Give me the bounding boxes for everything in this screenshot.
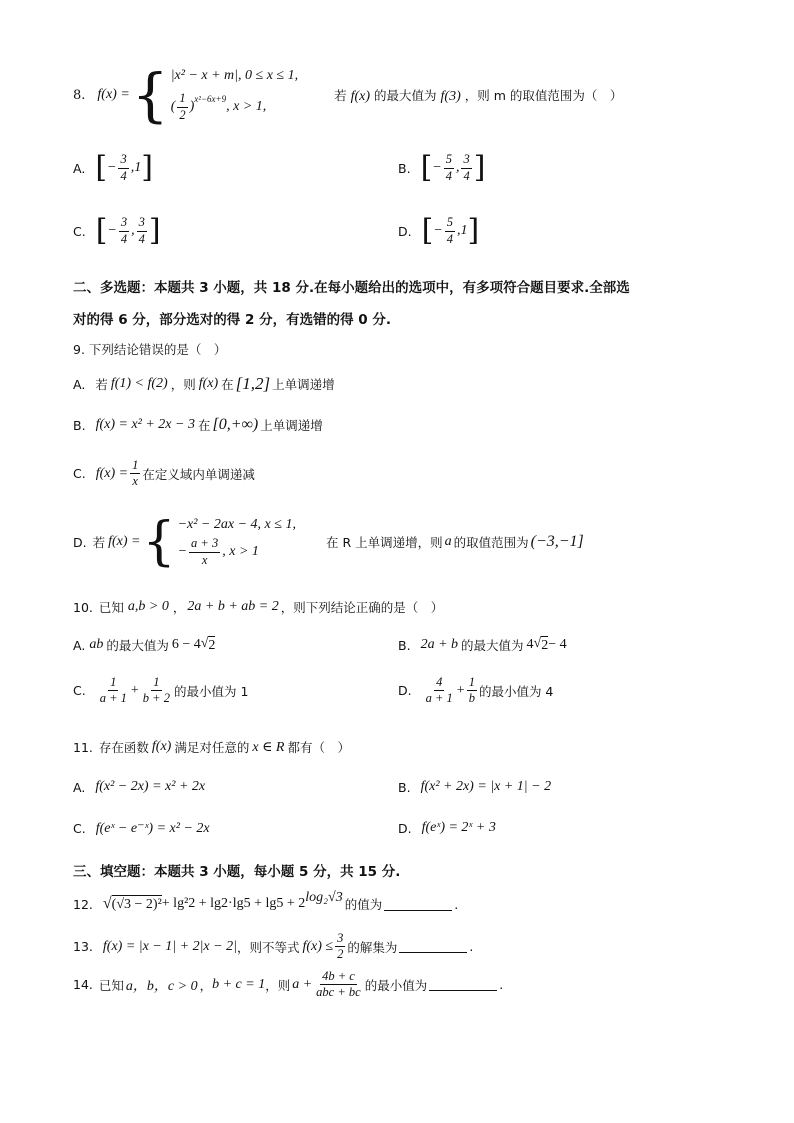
question-12: 12. √ (√3 − 2)² + lg²2 + lg2·lg5 + lg5 + 2 $^{log_2√3}$ 的值为 . [73, 890, 459, 912]
question-9-stem: 9. 下列结论错误的是（ ） [73, 342, 227, 357]
question-13: 13. f(x) = |x − 1| + 2|x − 2| ，则不等式 f(x) ≤ $\frac{3}{2}$ 的解集为 . [73, 931, 474, 962]
section-3-heading: 三、填空题：本题共 3 小题，每小题 5 分，共 15 分. [73, 864, 401, 880]
question-10-stem: 10. 已知 a,b > 0 ， 2a + b + ab = 2 ，则下列结论正确的是（ ） [73, 599, 444, 615]
q11-option-a[interactable]: A. f(x² − 2x) = x² + 2x [73, 779, 206, 795]
case-2-exponent: x²−6x+9 [194, 94, 227, 104]
q10-option-d[interactable]: D. $\frac{4}{a + 1}$ + $\frac{1}{b}$ 的最小值为 4 [398, 675, 554, 706]
q9-option-d[interactable]: D. 若 f(x) = { −x² − 2ax − 4, x ≤ 1, − $\frac{a + 3}{x}$ , x > 1 在 R 上单调递增，则 a 的取值范围为 (−3,−1] [73, 512, 584, 572]
answer-blank[interactable] [384, 898, 452, 911]
q8-option-b[interactable]: B. [ − $\frac{5}{4}$ , $\frac{3}{4}$ ] [398, 150, 486, 185]
q8-option-a[interactable]: A. [ − $\frac{3}{4}$ ,1 ] [73, 150, 153, 185]
q10-option-c[interactable]: C. $\frac{1}{a + 1}$ + $\frac{1}{b + 2}$ 的最小值为 1 [73, 675, 249, 706]
function-lhs: f(x) = [97, 87, 130, 102]
q9-option-c[interactable]: C. f(x) = $\frac{1}{x}$ 在定义域内单调递减 [73, 458, 255, 489]
answer-blank[interactable] [429, 978, 497, 991]
q9-option-b[interactable]: B. f(x) = x² + 2x − 3 在 [0,+∞) 上单调递增 [73, 416, 323, 433]
piecewise-brace: { [142, 512, 176, 572]
question-11-stem: 11. 存在函数 f(x) 满足对任意的 x ∈ R 都有（ ） [73, 739, 351, 755]
piecewise-brace: { [131, 61, 169, 129]
question-14: 14. 已知 a，b，c > 0 ， b + c = 1 ，则 a + $\frac{4b + c}{\text{abc + bc}}$ 的最小值为 . [73, 969, 504, 1000]
q9-option-a[interactable]: A. 若 f(1) < f(2) ，则 f(x) 在 [1,2] 上单调递增 [73, 374, 335, 393]
q11-option-c[interactable]: C. f(eˣ − e⁻ˣ) = x² − 2x [73, 821, 210, 836]
answer-blank[interactable] [399, 940, 467, 953]
q11-option-b[interactable]: B. f(x² + 2x) = |x + 1| − 2 [398, 779, 552, 795]
q8-option-c[interactable]: C. [ − $\frac{3}{4}$ , $\frac{3}{4}$ ] [73, 213, 161, 248]
section-2-heading: 二、多选题：本题共 3 小题，共 18 分.在每小题给出的选项中，有多项符合题目要求.全部选 [73, 280, 630, 296]
q8-option-d[interactable]: D. [ − $\frac{5}{4}$ ,1 ] [398, 213, 480, 248]
q10-option-a[interactable]: A. ab 的最大值为 6 − 4 √ 2 [73, 636, 216, 653]
section-2-heading-cont: 对的得 6 分，部分选对的得 2 分，有选错的得 0 分. [73, 312, 392, 328]
q10-option-b[interactable]: B. 2a + b 的最大值为 4 √ 2 − 4 [398, 636, 567, 653]
option-b-interval: [ − $\frac{5}{4}$ , $\frac{3}{4}$ ] [420, 150, 486, 185]
question-condition: 若 f(x) 的最大值为 f(3) ，则 m 的取值范围为（ ） [334, 87, 623, 104]
option-a-interval: [ − $\frac{3}{4}$ ,1 ] [95, 150, 153, 185]
option-c-interval: [ − $\frac{3}{4}$ , $\frac{3}{4}$ ] [95, 213, 161, 248]
option-d-interval: [ − $\frac{5}{4}$ ,1 ] [421, 213, 480, 248]
piecewise-cases [171, 68, 298, 121]
question-8 [73, 61, 623, 129]
case-2: ( $\frac{1}{2}$ ) $^{x^2-6x+9}$ , x > 1, [170, 91, 267, 122]
case-1: |x² − x + m|, 0 ≤ x ≤ 1, [170, 68, 299, 84]
question-number: 8. [73, 87, 86, 103]
piecewise-cases: −x² − 2ax − 4, x ≤ 1, − $\frac{a + 3}{x}$ , x > 1 [177, 517, 296, 567]
q11-option-d[interactable]: D. f(eˣ) = 2ˣ + 3 [398, 820, 496, 836]
